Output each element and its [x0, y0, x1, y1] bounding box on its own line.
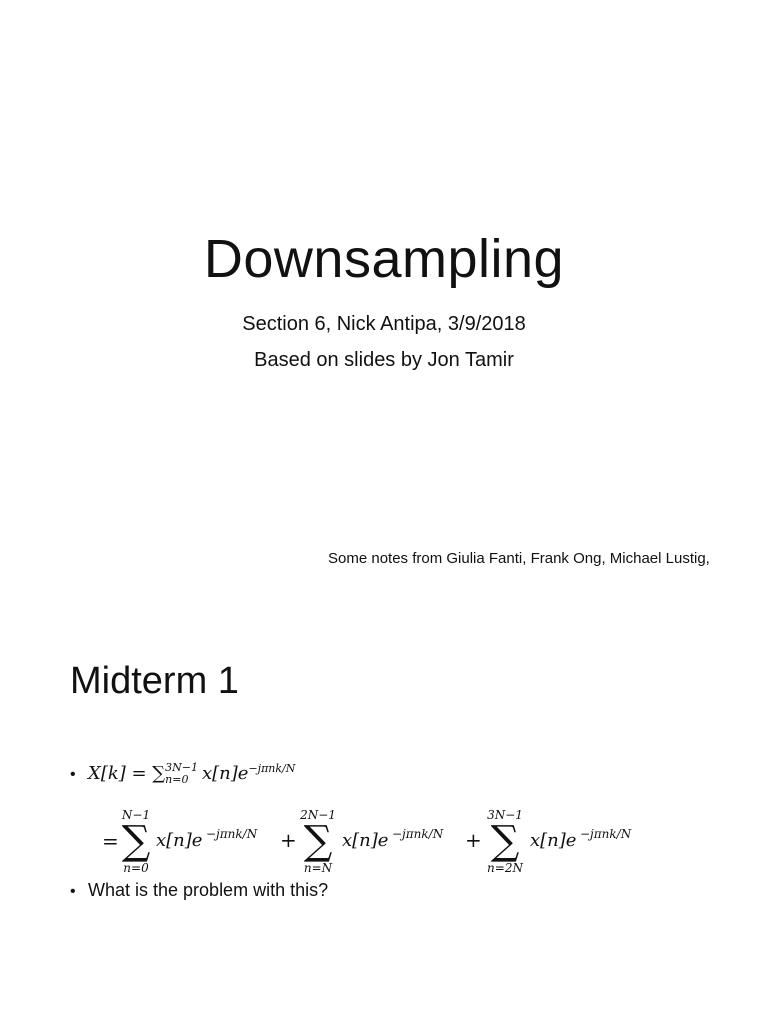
notes-credits: Some notes from Giulia Fanti, Frank Ong, Michael Lustig,: [328, 550, 710, 567]
sum-symbol: ∑: [152, 763, 166, 784]
sum2-exponent: −jπnk/N: [392, 827, 444, 841]
sum2-symbol: ∑: [303, 818, 333, 864]
subtitle-credits: Based on slides by Jon Tamir: [254, 349, 514, 371]
equals-sign: =: [102, 829, 119, 853]
bullet-question: [70, 880, 328, 901]
plus-sign-2: +: [465, 828, 482, 852]
sum1-exponent: −jπnk/N: [206, 827, 258, 841]
sum2-lower-limit: n=N: [303, 861, 333, 875]
sum-lower-limit: n=0: [165, 773, 189, 786]
bullet-marker: •: [70, 883, 76, 900]
subtitle-section-info: Section 6, Nick Antipa, 3/9/2018: [242, 313, 526, 335]
expanded-sum-equation: [0, 588, 768, 1024]
exponent: −jπnk/N: [248, 762, 296, 775]
sum3-upper-limit: 3N−1: [487, 808, 523, 822]
sum1-symbol: ∑: [121, 818, 151, 864]
sum1-term: x[n]e: [156, 830, 203, 851]
bullet-marker: •: [70, 766, 76, 783]
sum3-term: x[n]e: [530, 830, 577, 851]
plus-sign-1: +: [280, 828, 297, 852]
sum3-symbol: ∑: [490, 818, 520, 864]
slide-title: Downsampling: [203, 229, 565, 289]
sum3-exponent: −jπnk/N: [580, 827, 632, 841]
sum-upper-limit: 3N−1: [165, 761, 198, 774]
sum3-lower-limit: n=2N: [487, 861, 523, 875]
sum1-lower-limit: n=0: [123, 861, 149, 875]
sum2-term: x[n]e: [342, 830, 389, 851]
formula-lhs: X[k] =: [88, 763, 153, 784]
sum-term: x[n]e: [202, 763, 249, 784]
slide-title: Midterm 1: [70, 660, 239, 702]
question-text: What is the problem with this?: [88, 880, 329, 900]
midterm-slide: [0, 588, 768, 1024]
sum2-upper-limit: 2N−1: [300, 808, 336, 822]
sum1-upper-limit: N−1: [121, 808, 151, 822]
